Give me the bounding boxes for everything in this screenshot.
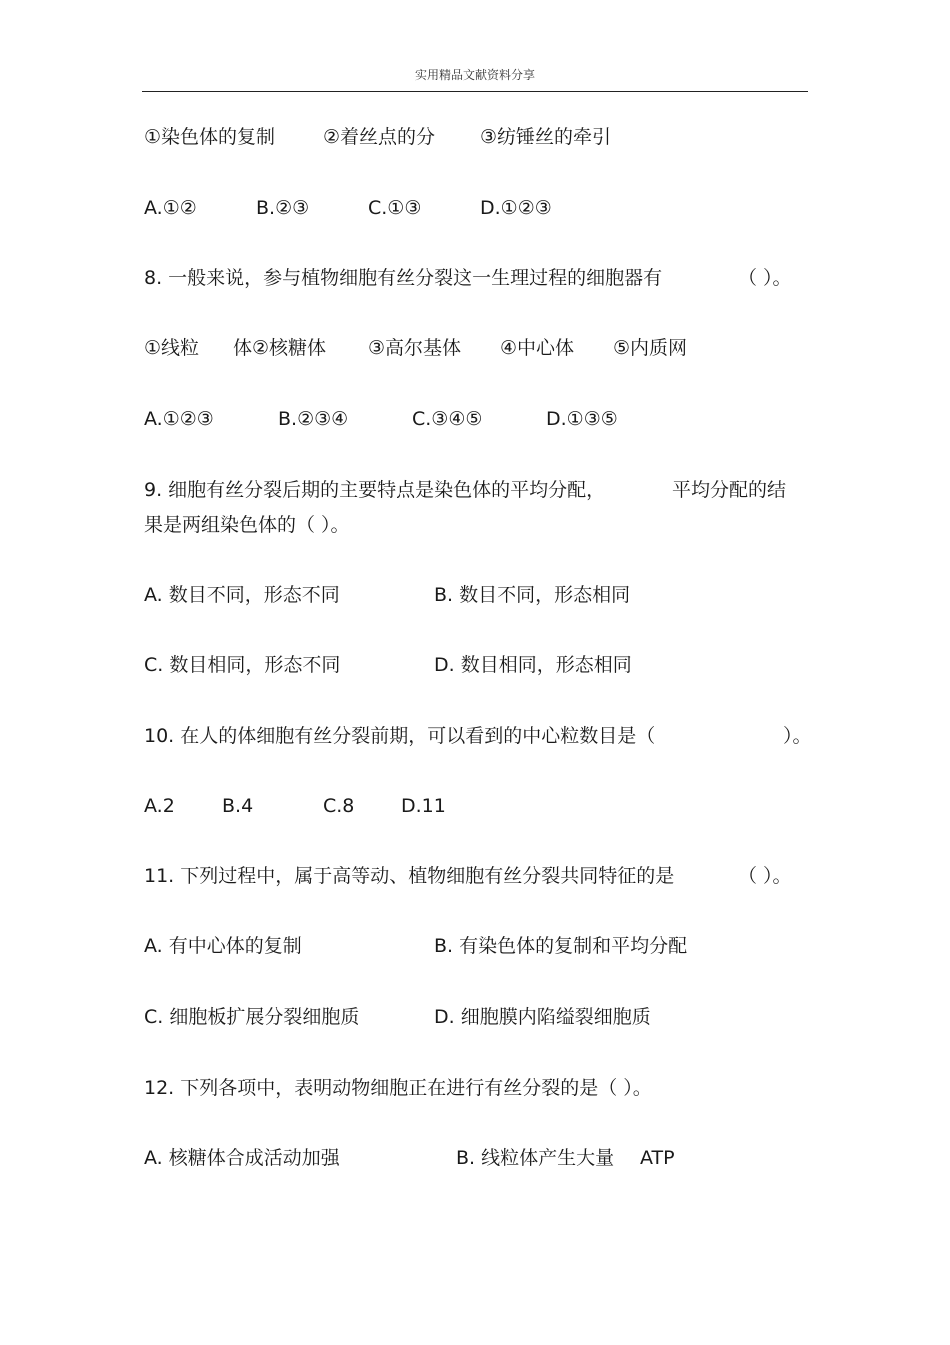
q8-stem: 8. 一般来说，参与植物细胞有丝分裂这一生理过程的细胞器有: [144, 267, 663, 289]
q12-option-b-atp: ATP: [640, 1147, 675, 1169]
q7-option-b: B.②③: [256, 197, 310, 219]
q10-option-c: C.8: [323, 795, 355, 817]
q7-option-a: A.①②: [144, 197, 197, 219]
header-rule: [142, 91, 808, 92]
q12-option-b: B. 线粒体产生大量: [456, 1147, 615, 1169]
q9-option-b: B. 数目不同，形态相同: [434, 584, 631, 606]
page-header: 实用精品文献资料分享: [414, 68, 535, 82]
q11-option-a: A. 有中心体的复制: [144, 935, 302, 957]
q8-item-5: ⑤内质网: [613, 337, 688, 359]
q10-option-b: B.4: [222, 795, 254, 817]
q9-option-d: D. 数目相同，形态相同: [434, 654, 632, 676]
q8-item-4: ④中心体: [500, 337, 575, 359]
q11-stem: 11. 下列过程中，属于高等动、植物细胞有丝分裂共同特征的是: [144, 865, 675, 887]
q8-option-c: C.③④⑤: [412, 408, 483, 430]
q8-item-3: ③高尔基体: [368, 337, 462, 359]
q10-option-a: A.2: [144, 795, 175, 817]
q9-stem-line1-a: 9. 细胞有丝分裂后期的主要特点是染色体的平均分配，: [144, 479, 606, 501]
q8-item-2: 体②核糖体: [233, 337, 327, 359]
q9-stem-line2: 果是两组染色体的（ ）。: [144, 514, 350, 536]
q11-option-c: C. 细胞板扩展分裂细胞质: [144, 1006, 360, 1028]
q10-paren-close: ）。: [783, 725, 812, 747]
q8-paren: （ ）。: [738, 267, 792, 289]
q9-option-c: C. 数目相同，形态不同: [144, 654, 341, 676]
q9-stem-line1-b: 平均分配的结: [672, 479, 787, 501]
q9-option-a: A. 数目不同，形态不同: [144, 584, 340, 606]
q7-item-1: ①染色体的复制: [144, 126, 276, 148]
q8-option-b: B.②③④: [278, 408, 349, 430]
q12-option-a: A. 核糖体合成活动加强: [144, 1147, 340, 1169]
q8-option-d: D.①③⑤: [546, 408, 618, 430]
q7-item-2: ②着丝点的分: [323, 126, 436, 148]
q10-stem: 10. 在人的体细胞有丝分裂前期，可以看到的中心粒数目是（: [144, 725, 656, 747]
q11-option-d: D. 细胞膜内陷缢裂细胞质: [434, 1006, 651, 1028]
q10-option-d: D.11: [401, 795, 446, 817]
q11-option-b: B. 有染色体的复制和平均分配: [434, 935, 688, 957]
q11-paren: （ ）。: [738, 865, 792, 887]
q8-item-1: ①线粒: [144, 337, 200, 359]
q8-option-a: A.①②③: [144, 408, 214, 430]
q7-option-c: C.①③: [368, 197, 422, 219]
q7-item-3: ③纺锤丝的牵引: [480, 126, 612, 148]
q7-option-d: D.①②③: [480, 197, 552, 219]
q12-stem: 12. 下列各项中，表明动物细胞正在进行有丝分裂的是（ ）。: [144, 1077, 652, 1099]
